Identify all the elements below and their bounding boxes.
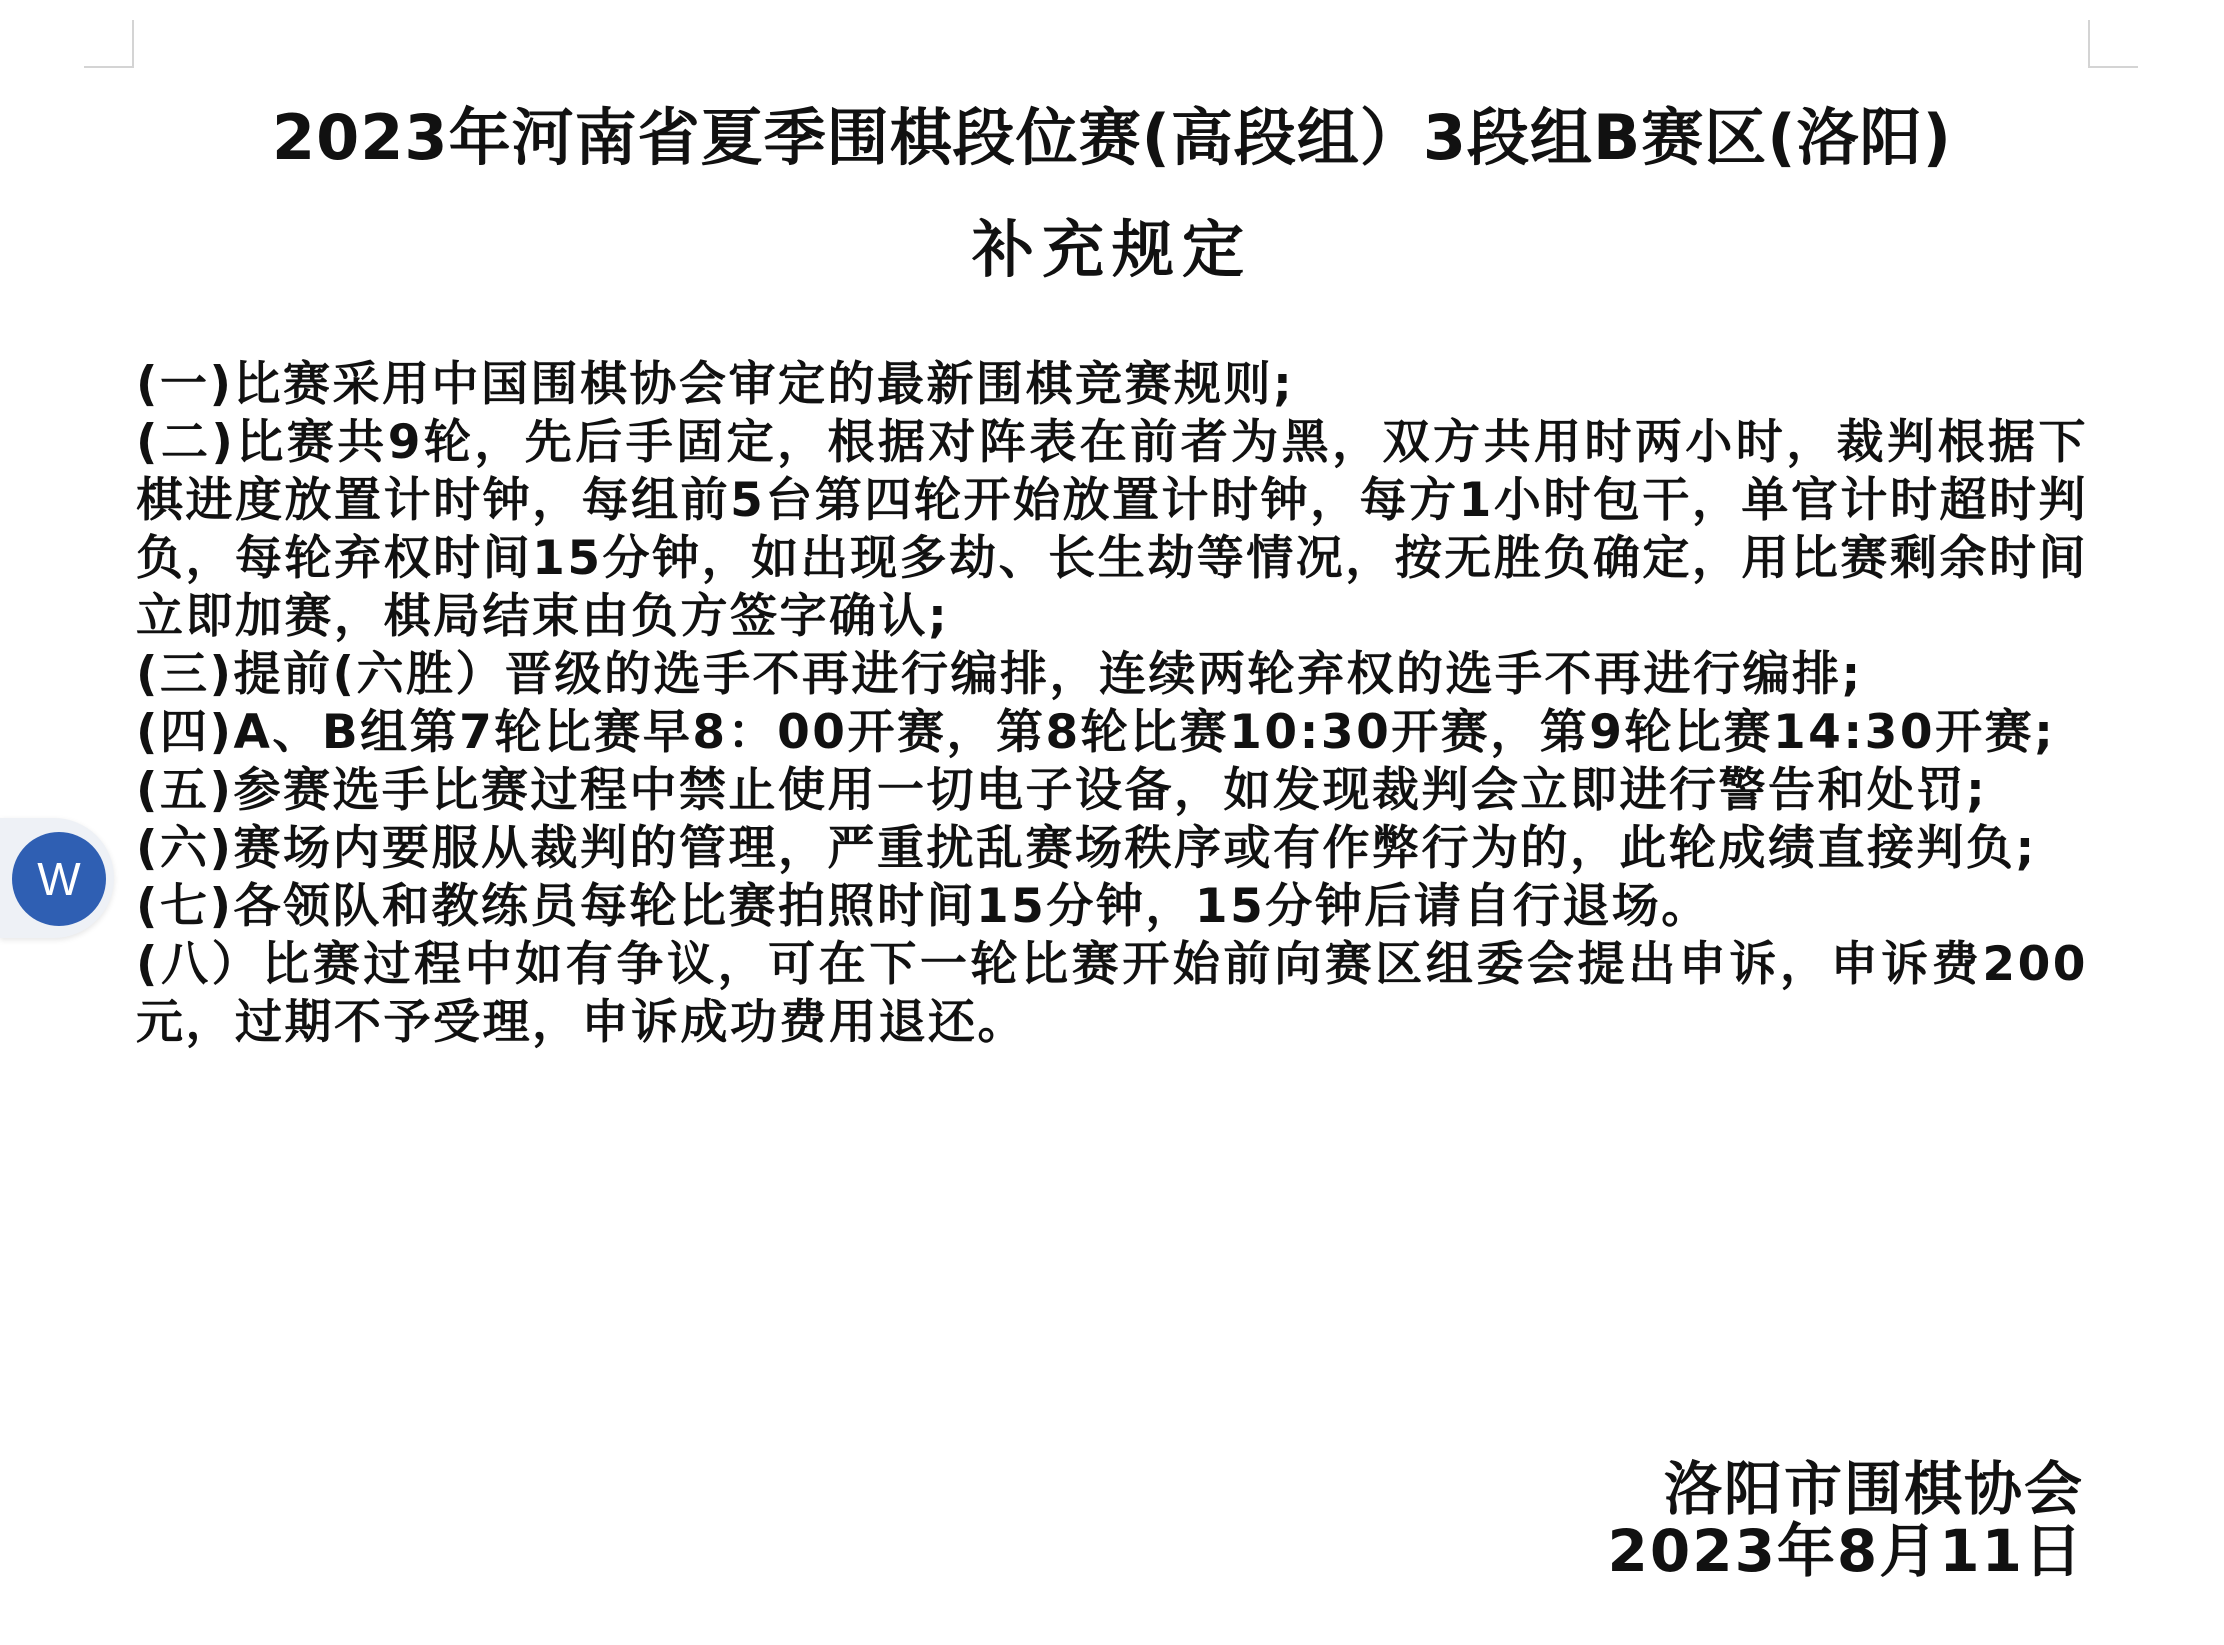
page-corner-mark-top-right <box>2088 20 2138 68</box>
rule-item-2: (二)比赛共9轮，先后手固定，根据对阵表在前者为黑，双方共用时两小时，裁判根据下棋进度放置计时钟，每组前5台第四轮开始放置计时钟，每方1小时包干，单官计时超时判负，每轮弃权时间15分钟，如出现多劫、长生劫等情况，按无胜负确定，用比赛剩余时间立即加赛，棋局结束由负方签字确认; <box>136 415 2088 644</box>
rule-item-8: (八）比赛过程中如有争议，可在下一轮比赛开始前向赛区组委会提出申诉，申诉费200元，过期不予受理，申诉成功费用退还。 <box>136 937 2088 1050</box>
signature-block <box>1607 1455 2085 1585</box>
document-title: 2023年河南省夏季围棋段位赛(高段组）3段组B赛区(洛阳) <box>272 101 1952 174</box>
rule-item-4: (四)A、B组第7轮比赛早8：00开赛，第8轮比赛10:30开赛，第9轮比赛14:30开赛; <box>136 705 2056 760</box>
document-subtitle: 补充规定 <box>971 213 1252 286</box>
page-corner-mark-top-left <box>84 20 134 68</box>
signature-organization: 洛阳市围棋协会 <box>1663 1455 2084 1523</box>
word-app-icon[interactable]: W <box>12 832 106 926</box>
rule-item-5: (五)参赛选手比赛过程中禁止使用一切电子设备，如发现裁判会立即进行警告和处罚; <box>136 763 1988 818</box>
rules-list <box>136 356 2088 1052</box>
rule-item-1: (一)比赛采用中国围棋协会审定的最新围棋竞赛规则; <box>136 357 1295 412</box>
rule-item-6: (六)赛场内要服从裁判的管理，严重扰乱赛场秩序或有作弊行为的，此轮成绩直接判负; <box>136 821 2037 876</box>
rule-item-7: (七)各领队和教练员每轮比赛拍照时间15分钟，15分钟后请自行退场。 <box>136 879 1711 934</box>
signature-date: 2023年8月11日 <box>1607 1517 2084 1585</box>
rule-item-3: (三)提前(六胜）晋级的选手不再进行编排，连续两轮弃权的选手不再进行编排; <box>136 647 1863 702</box>
